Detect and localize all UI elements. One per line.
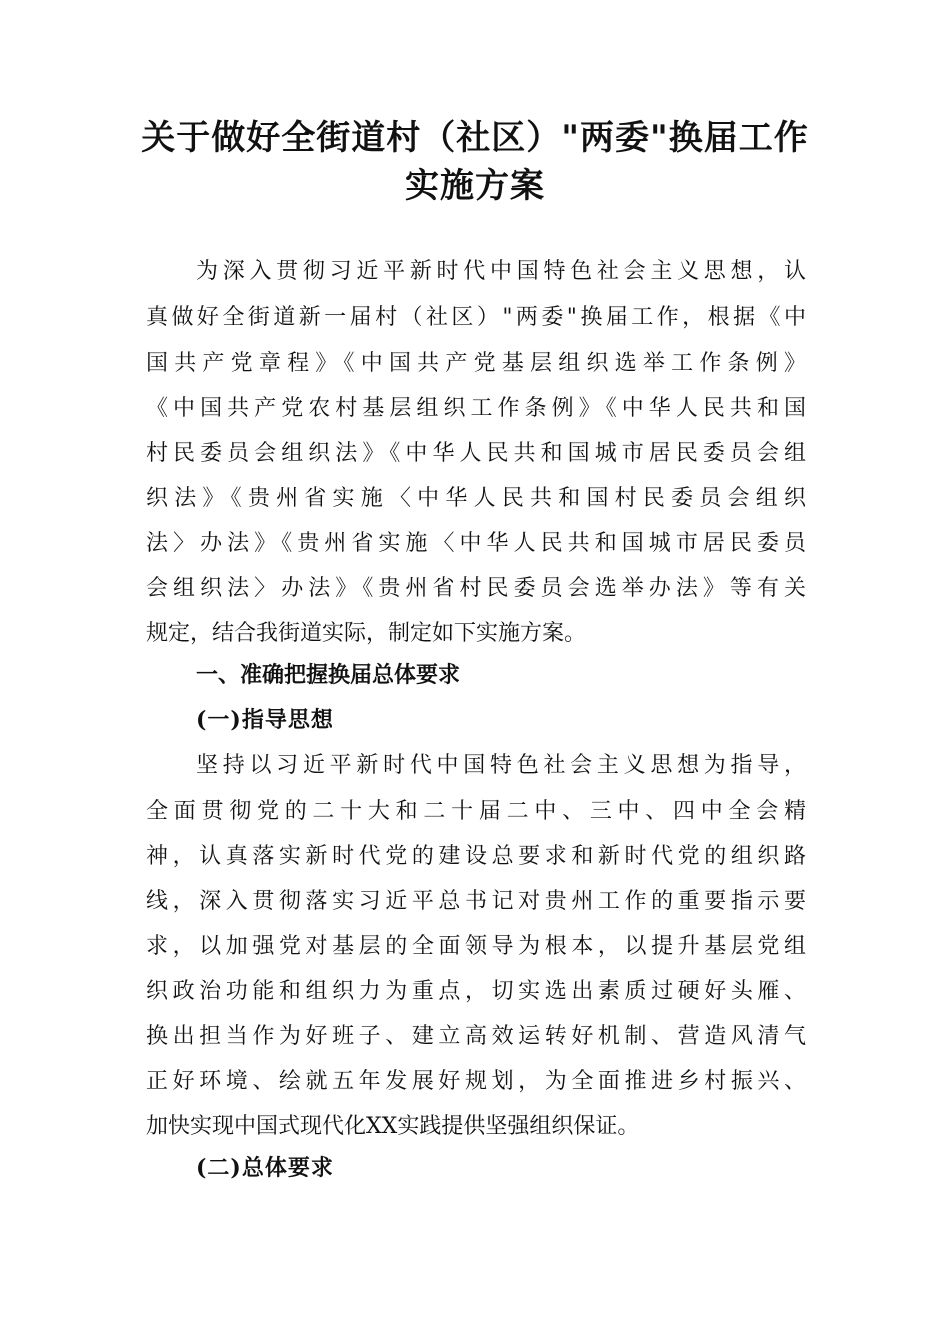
body-line: 加快实现中国式现代化XX实践提供坚强组织保证。 bbox=[146, 1114, 640, 1139]
body-line: 正好环境、绘就五年发展好规划，为全面推进乡村振兴、 bbox=[146, 1069, 806, 1094]
body-line: 织政治功能和组织力为重点，切实选出素质过硬好头雁、 bbox=[146, 979, 806, 1004]
body-line: 求，以加强党对基层的全面领导为根本，以提升基层党组 bbox=[146, 934, 806, 959]
body-line: 换出担当作为好班子、建立高效运转好机制、营造风清气 bbox=[146, 1024, 806, 1049]
body-line: 全面贯彻党的二十大和二十届二中、三中、四中全会精 bbox=[146, 799, 806, 824]
intro-line: 《中国共产党农村基层组织工作条例》《中华人民共和国 bbox=[146, 396, 806, 421]
intro-line: 规定，结合我街道实际，制定如下实施方案。 bbox=[146, 621, 587, 646]
body-line: 坚持以习近平新时代中国特色社会主义思想为指导， bbox=[196, 753, 806, 778]
section-heading-1: 一、准确把握换届总体要求 bbox=[196, 663, 461, 688]
intro-line: 村民委员会组织法》《中华人民共和国城市居民委员会组 bbox=[146, 441, 806, 466]
intro-line: 真做好全街道新一届村（社区）"两委"换届工作，根据《中 bbox=[146, 305, 806, 330]
intro-line: 国共产党章程》《中国共产党基层组织选举工作条例》 bbox=[146, 351, 806, 376]
body-line: 神，认真落实新时代党的建设总要求和新时代党的组织路 bbox=[146, 844, 806, 869]
intro-line: 织法》《贵州省实施〈中华人民共和国村民委员会组织 bbox=[146, 486, 806, 511]
subsection-heading-guiding-ideology: (一)指导思想 bbox=[196, 707, 334, 733]
intro-line: 为深入贯彻习近平新时代中国特色社会主义思想，认 bbox=[196, 259, 806, 284]
body-line: 线，深入贯彻落实习近平总书记对贵州工作的重要指示要 bbox=[146, 889, 806, 914]
subsection-heading-overall-requirements: (二)总体要求 bbox=[196, 1155, 334, 1181]
intro-line: 法〉办法》《贵州省实施〈中华人民共和国城市居民委员 bbox=[146, 531, 806, 556]
intro-line: 会组织法〉办法》《贵州省村民委员会选举办法》等有关 bbox=[146, 576, 806, 601]
document-title-line-1: 关于做好全街道村（社区）"两委"换届工作 bbox=[141, 118, 809, 158]
document-title-line-2: 实施方案 bbox=[405, 166, 545, 206]
